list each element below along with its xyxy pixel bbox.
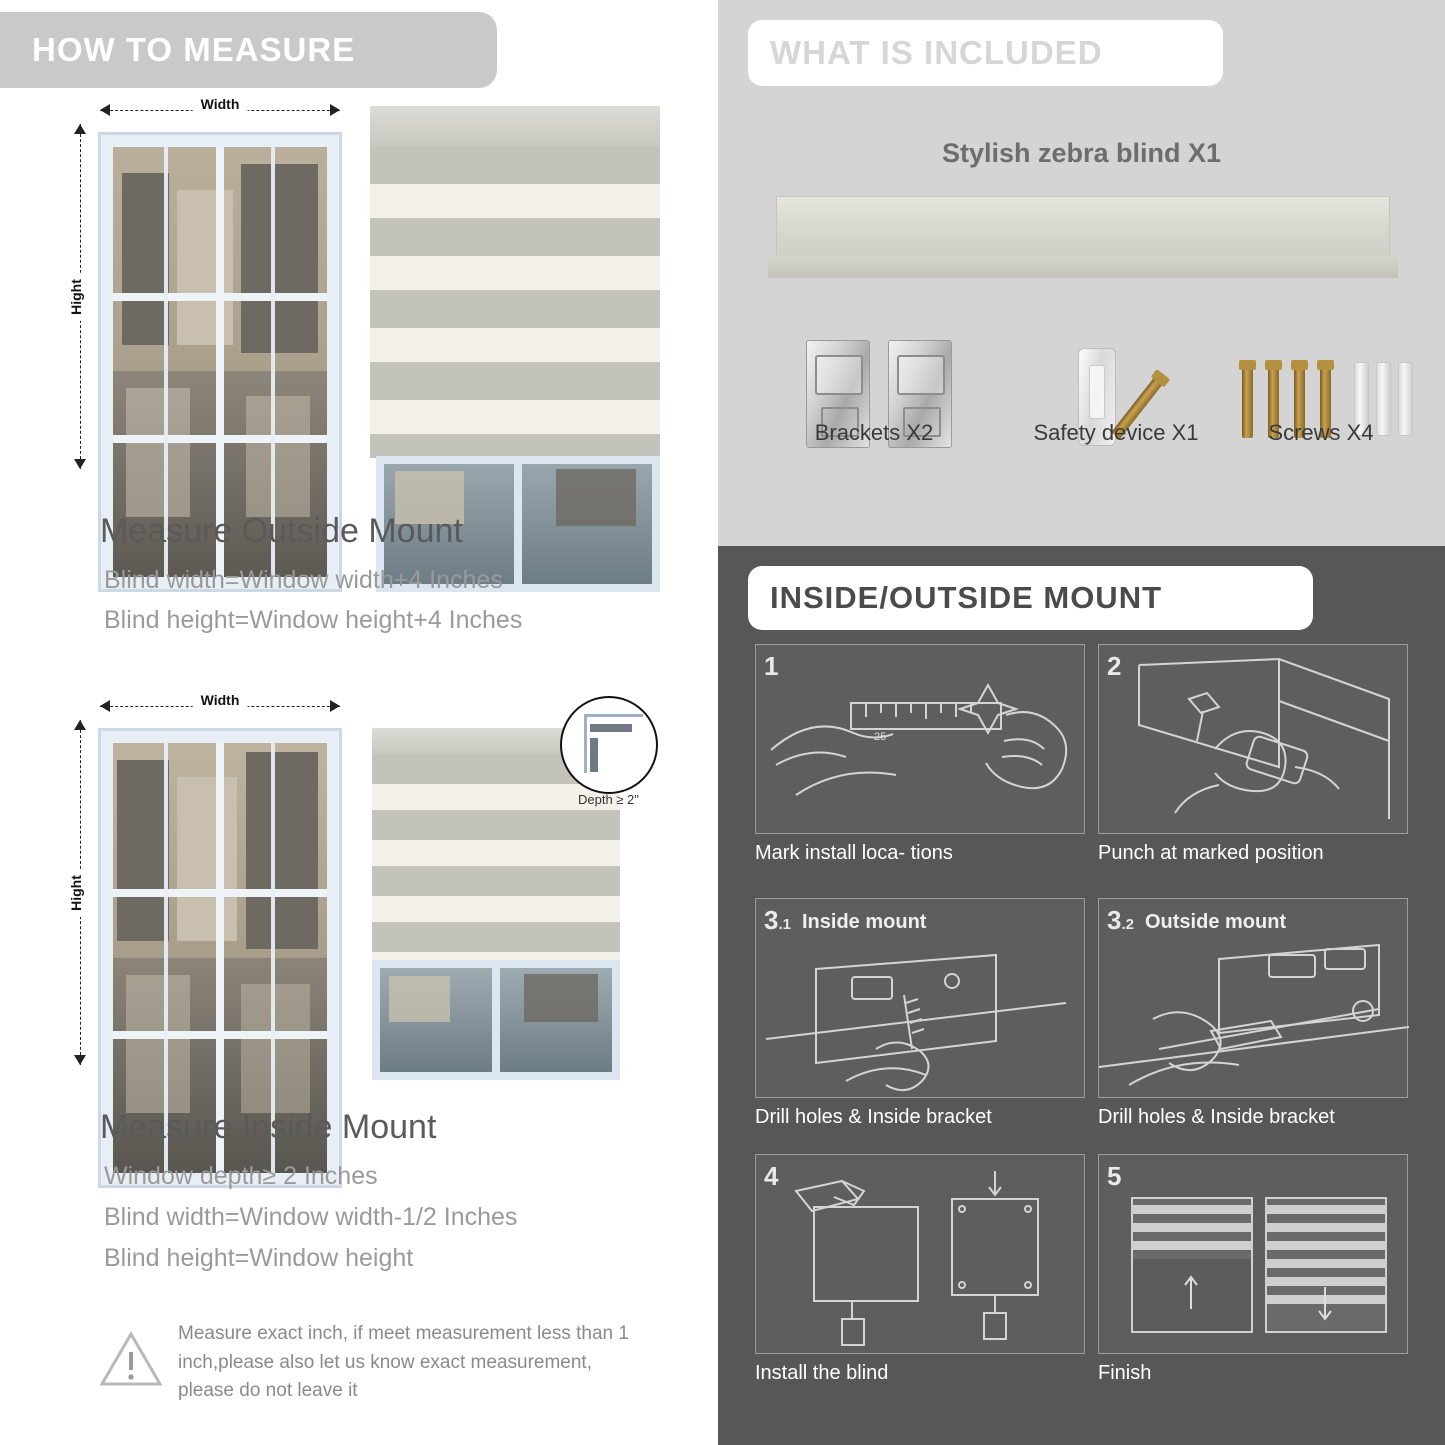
step-3-2-illustration [1099,899,1409,1099]
blind-headrail [370,106,660,146]
height-label: Hight [68,869,84,917]
step-3-1-illustration [756,899,1086,1099]
safety-device-label: Safety device X1 [1033,420,1199,445]
outside-mount-title: Measure Outside Mount [100,512,463,550]
step-3-2-caption: Drill holes & Inside bracket [1098,1106,1335,1128]
warning-triangle-icon [100,1330,162,1388]
outside-mount-line-2: Blind height=Window height+4 Inches [104,606,523,634]
step-3-2-subtitle: Outside mount [1145,911,1287,933]
step-3-1 [755,898,1085,1098]
depth-label: Depth ≥ 2" [578,792,639,807]
depth-callout-circle [560,696,658,794]
width-dimension-inside [100,692,340,720]
final-blind-right [1265,1197,1387,1333]
step-2 [1098,644,1408,834]
window-behind-blind [372,960,620,1080]
step-3-1-number: 3.1 [764,905,791,935]
product-title: Stylish zebra blind X1 [941,138,1222,168]
inside-outside-mount-panel [718,546,1445,1445]
step-3-2-number: 3.2 [1107,905,1134,935]
height-dimension-inside [66,720,94,1065]
step-3-1-subtitle: Inside mount [802,911,927,933]
what-is-included-header: WHAT IS INCLUDED [748,20,1223,86]
inside-mount-line-2: Blind width=Window width-1/2 Inches [104,1203,518,1231]
width-label: Width [193,692,248,708]
zebra-fabric [370,146,660,458]
inside-outside-mount-header: INSIDE/OUTSIDE MOUNT [748,566,1313,630]
inside-mount-line-3: Blind height=Window height [104,1244,414,1272]
bracket-label: Brackets X2 [814,420,934,445]
warning-text: Measure exact inch, if meet measurement less than 1 inch,please also let us know exact measurement, please do not leave it [178,1323,629,1401]
step-4-number: 4 [764,1161,779,1191]
step-5-number: 5 [1107,1161,1122,1191]
step-4-illustration [756,1155,1086,1355]
outside-mount-diagram [0,96,712,516]
step-3-1-caption: Drill holes & Inside bracket [755,1106,992,1128]
width-label: Width [193,96,248,112]
step-1-caption: Mark install loca- tions [755,842,953,864]
step-2-number: 2 [1107,651,1122,681]
how-to-measure-header: HOW TO MEASURE [0,12,497,88]
step-5 [1098,1154,1408,1354]
width-dimension-outside [100,96,340,124]
screws-label: Screws X4 [1268,420,1374,445]
step-2-illustration [1099,645,1409,835]
step-2-caption: Punch at marked position [1098,842,1324,864]
outside-mount-line-1: Blind width=Window width+4 Inches [104,566,503,594]
how-to-measure-panel [0,0,712,1445]
measure-warning [100,1320,660,1420]
step-1-number: 1 [764,651,779,681]
height-label: Hight [68,273,84,321]
step-5-caption: Finish [1098,1362,1152,1384]
step-1: 1 25 [755,644,1085,834]
headrail-image [768,196,1398,280]
step-1-illustration [756,645,1086,835]
inside-mount-title: Measure Inside Mount [100,1108,437,1146]
step-4 [755,1154,1085,1354]
height-dimension-outside [66,124,94,469]
step-3-2 [1098,898,1408,1098]
inside-mount-line-1: Window depth≥ 2 Inches [104,1162,378,1190]
final-blind-left [1131,1197,1253,1333]
step-4-caption: Install the blind [755,1362,889,1384]
inside-mount-diagram [0,692,712,1112]
